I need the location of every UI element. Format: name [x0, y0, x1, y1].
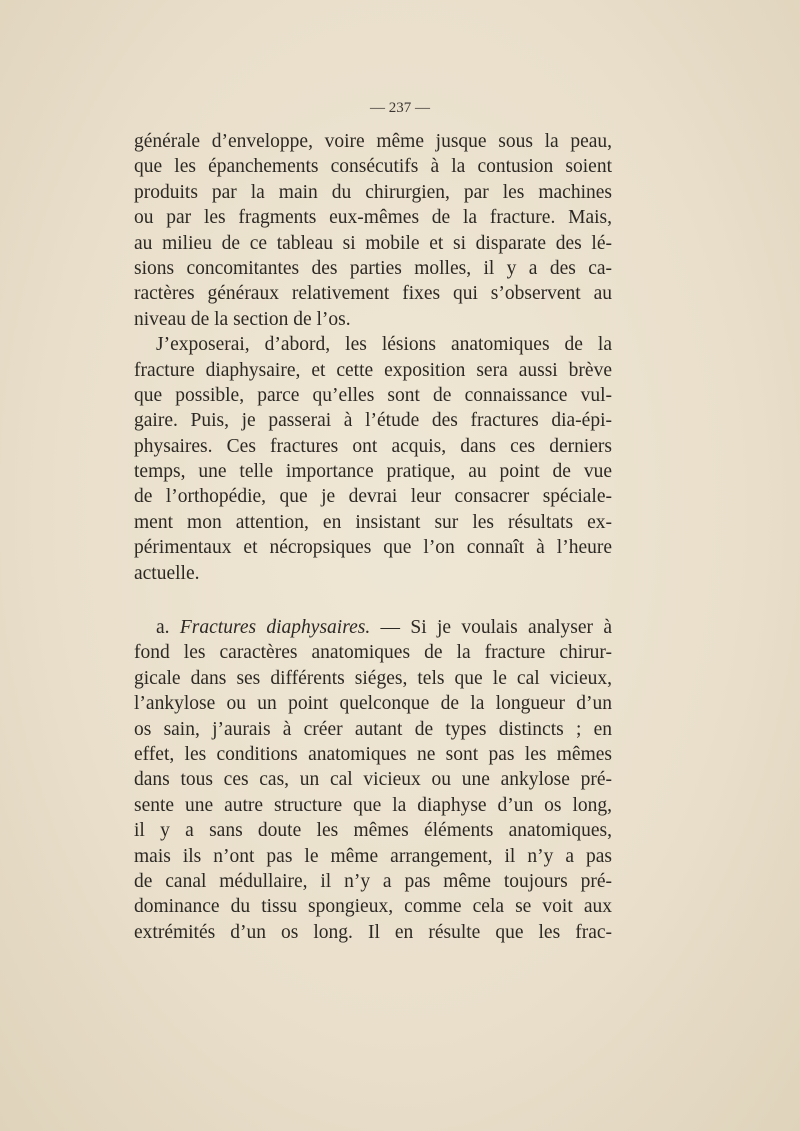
body-text: [134, 129, 612, 945]
section-spacer: [134, 586, 612, 615]
text-line: périmentaux et nécropsiques que l’on connaît à l’heure: [134, 537, 612, 559]
text-line: gicale dans ses différents siéges, tels que le cal vicieux,: [134, 667, 612, 689]
text-line: au milieu de ce tableau si mobile et si disparate des lé-: [134, 232, 612, 254]
paragraph-1: [134, 129, 612, 332]
text-line: dans tous ces cas, un cal vicieux ou une ankylose pré-: [134, 769, 612, 791]
text-line: générale d’enveloppe, voire même jusque sous la peau,: [134, 131, 612, 152]
text-line: que possible, parce qu’elles sont de connaissance vul-: [134, 384, 612, 406]
text-line: J’exposerai, d’abord, les lésions anatomiques de la: [156, 334, 612, 356]
text-line: dominance du tissu spongieux, comme cela se voit aux: [134, 896, 612, 918]
text-line: extrémités d’un os long. Il en résulte que les frac-: [134, 921, 612, 943]
text-line: fracture diaphysaire, et cette exposition sera aussi brève: [134, 359, 612, 381]
text-line: ractères généraux relativement fixes qui s’observent au: [134, 283, 612, 305]
text-line: niveau de la section de l’os.: [134, 308, 351, 330]
text-line: de l’orthopédie, que je devrai leur consacrer spéciale-: [134, 486, 612, 508]
text-line: de canal médullaire, il n’y a pas même toujours pré-: [134, 870, 612, 892]
text-line: gaire. Puis, je passerai à l’étude des fractures dia-épi-: [134, 410, 612, 432]
text-line: sente une autre structure que la diaphyse d’un os long,: [134, 794, 612, 816]
text-line: effet, les conditions anatomiques ne sont pas les mêmes: [134, 743, 612, 765]
page-number: — 237 —: [370, 100, 430, 116]
text-line: ment mon attention, en insistant sur les résultats ex-: [134, 511, 612, 533]
text-line: mais ils n’ont pas le même arrangement, il n’y a pas: [134, 845, 612, 867]
text-line: actuelle.: [134, 562, 200, 584]
text-line: l’ankylose ou un point quelconque de la longueur d’un: [134, 693, 612, 715]
section-heading-line: [134, 615, 612, 640]
text-line: ou par les fragments eux-mêmes de la fracture. Mais,: [134, 207, 612, 229]
paragraph-2: [134, 332, 612, 586]
text-line: il y a sans doute les mêmes éléments anatomiques,: [134, 820, 612, 842]
text-line: physaires. Ces fractures ont acquis, dans ces derniers: [134, 435, 612, 457]
text-line: fond les caractères anatomiques de la fracture chirur-: [134, 642, 612, 664]
text-line: produits par la main du chirurgien, par les machines: [134, 181, 612, 203]
text-line: temps, une telle importance pratique, au point de vue: [134, 461, 612, 483]
text-line: sions concomitantes des parties molles, il y a des ca-: [134, 257, 612, 279]
text-line: que les épanchements consécutifs à la contusion soient: [134, 156, 612, 178]
section-label: a.: [156, 617, 180, 639]
section-heading: Fractures diaphysaires.: [179, 617, 371, 639]
text-line: os sain, j’aurais à créer autant de types distincts ; en: [134, 718, 612, 740]
paragraph-3: [134, 615, 612, 945]
text-run: — Si je voulais analyser à: [370, 617, 612, 639]
